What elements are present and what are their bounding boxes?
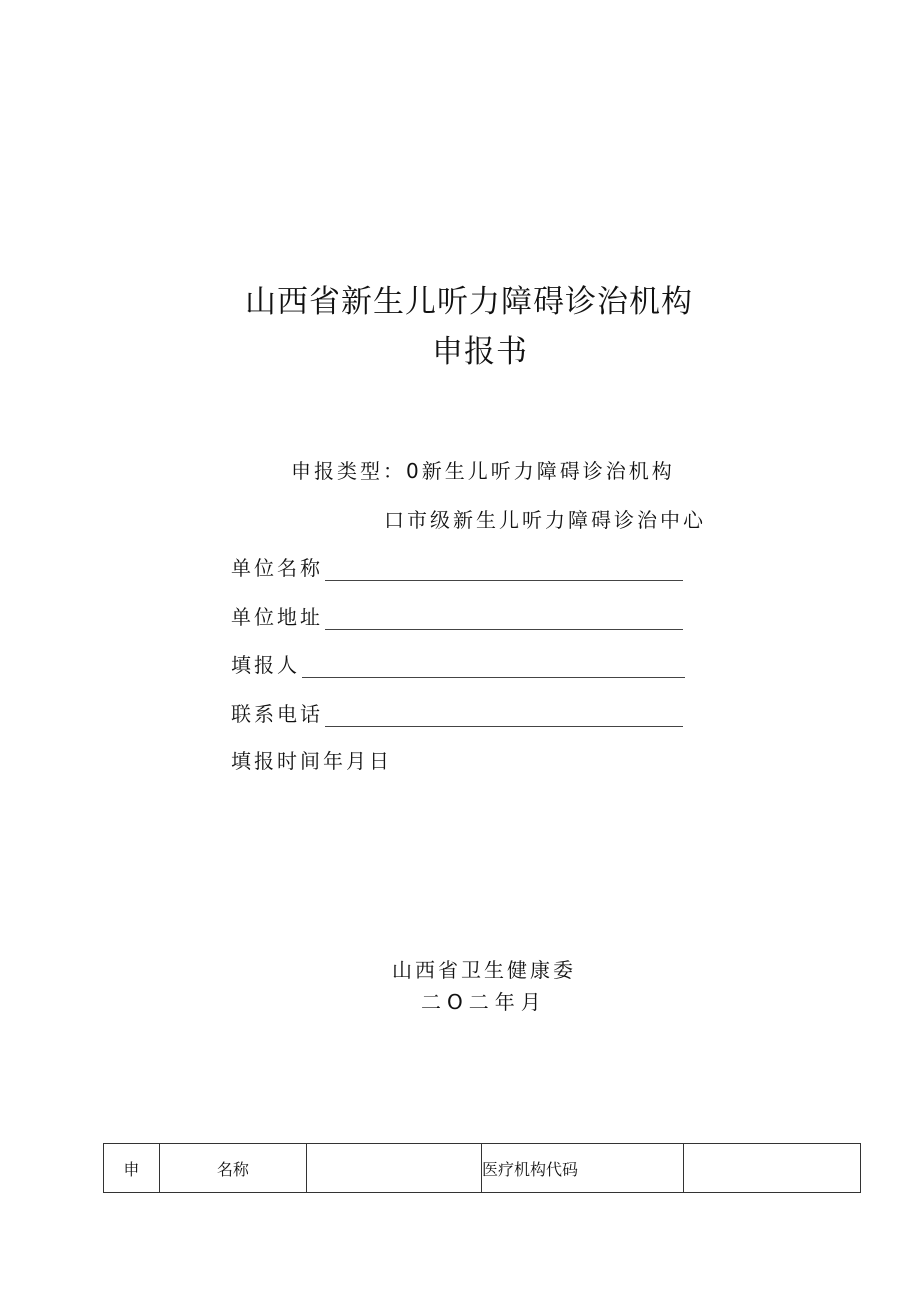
table-cell-name-label: 名称	[159, 1144, 306, 1193]
unit-name-input-line[interactable]	[325, 558, 683, 581]
table-cell-code-value[interactable]	[683, 1144, 860, 1193]
declaration-type-line	[291, 455, 675, 484]
unit-name-field	[231, 552, 683, 581]
unit-address-label: 单位地址	[231, 605, 323, 629]
declaration-option-center[interactable]: 口市级新生儿听力障碍诊治中心	[384, 508, 706, 532]
table-cell-code-label: 医疗机构代码	[482, 1144, 684, 1193]
phone-label: 联系电话	[231, 702, 323, 726]
fill-date-field	[231, 745, 392, 774]
issuer-date: 二O二年月	[421, 990, 547, 1014]
filler-label: 填报人	[231, 653, 300, 677]
phone-field	[231, 698, 683, 727]
unit-address-field	[231, 601, 683, 630]
info-table	[103, 1143, 861, 1193]
document-title-line-1: 山西省新生儿听力障碍诊治机构	[245, 284, 693, 320]
declaration-option-institution[interactable]: 0新生儿听力障碍诊治机构	[406, 459, 675, 483]
phone-input-line[interactable]	[325, 704, 683, 727]
table-cell-name-value[interactable]	[307, 1144, 482, 1193]
unit-name-label: 单位名称	[231, 556, 323, 580]
fill-date-label: 填报时间年月日	[231, 749, 392, 773]
table-cell-declare: 申	[104, 1144, 160, 1193]
unit-address-input-line[interactable]	[325, 607, 683, 630]
filler-field	[231, 649, 685, 678]
table-row	[104, 1144, 861, 1193]
issuer-name: 山西省卫生健康委	[392, 958, 576, 982]
filler-input-line[interactable]	[302, 655, 685, 678]
document-title-line-2: 申报书	[432, 334, 528, 370]
declaration-type-label: 申报类型：	[291, 459, 406, 483]
